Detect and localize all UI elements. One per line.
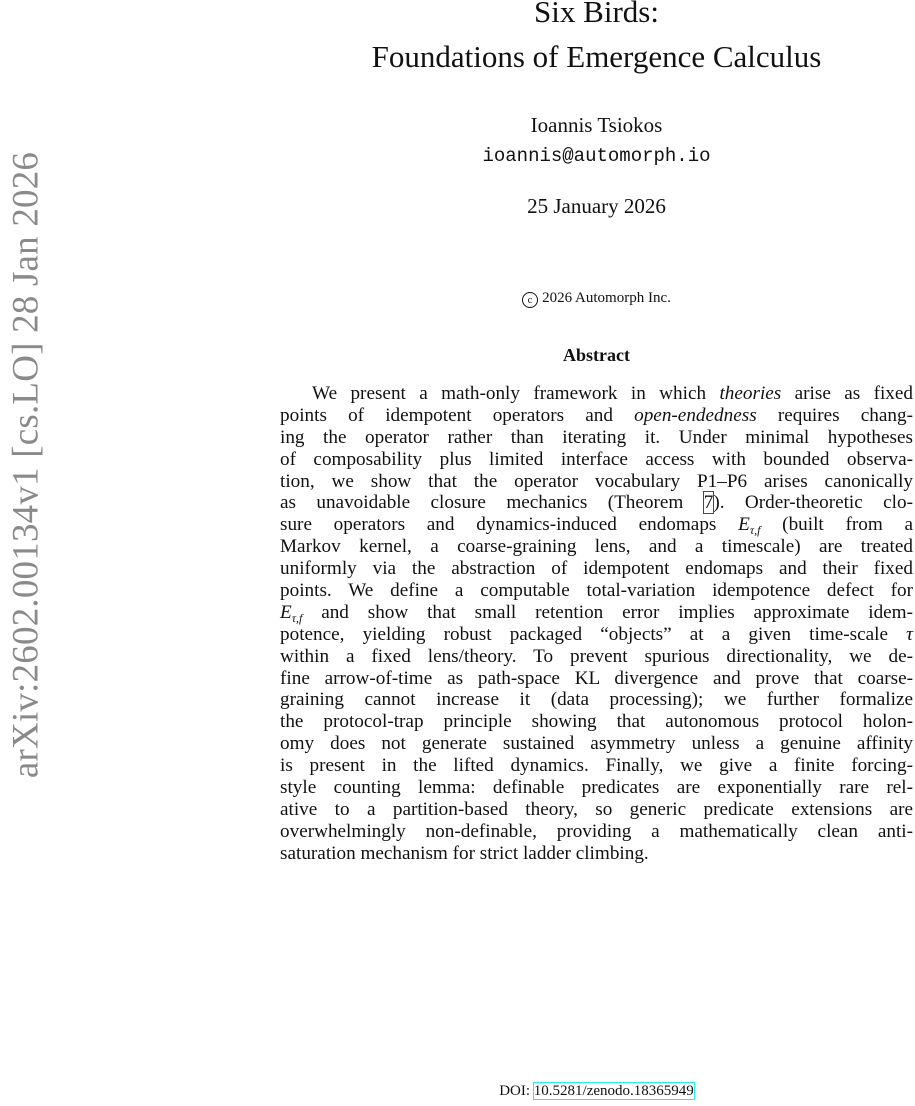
abstract-line <box>280 492 913 514</box>
abstract-line <box>280 821 913 843</box>
abstract-line <box>280 843 913 865</box>
abstract-text: potence, yielding robust packaged “objects” at a given time-scale <box>280 623 907 645</box>
abstract-text: (built from a <box>760 514 913 536</box>
abstract-line <box>280 427 913 449</box>
math-subscript: τ,f <box>291 610 303 625</box>
abstract-line <box>280 646 913 668</box>
abstract-text: the protocol-trap principle showing that autonomous protocol holon- <box>280 711 913 733</box>
abstract-text: arise as fixed <box>781 383 913 404</box>
abstract-line <box>280 777 913 799</box>
abstract-line <box>280 668 913 690</box>
abstract-text: style counting lemma: definable predicates are exponentially rare rel- <box>280 777 913 799</box>
author-name: Ioannis Tsiokos <box>530 113 663 137</box>
abstract-text: and show that small retention error implies approximate idem- <box>302 601 913 623</box>
abstract-text: ative to a partition-based theory, so generic predicate extensions are <box>280 798 913 820</box>
abstract-text: graining cannot increase it (data processing); we further formalize <box>280 689 913 711</box>
abstract-text: within a fixed lens/theory. To prevent spurious directionality, we de- <box>280 645 913 667</box>
abstract-line <box>280 405 913 427</box>
copyright-text: 2026 Automorph Inc. <box>542 290 671 306</box>
abstract-line <box>280 602 913 624</box>
abstract-text: points of idempotent operators and <box>280 404 635 426</box>
abstract-text: theories <box>719 383 782 404</box>
abstract-line <box>280 580 913 602</box>
theorem-reference-link[interactable]: 7 <box>703 492 714 514</box>
title-line-2: Foundations of Emergence Calculus <box>371 39 822 74</box>
abstract-text: tion, we show that the operator vocabulary P1–P6 arises canonically <box>280 470 913 492</box>
abstract-text: requires chang- <box>756 404 913 426</box>
abstract-text: sure operators and dynamics-induced endomaps <box>280 514 739 536</box>
abstract-text: ). Order-theoretic clo- <box>713 492 913 514</box>
abstract-text: ing the operator rather than iterating it. Under minimal hypotheses <box>280 426 913 448</box>
math-subscript: τ,f <box>749 523 761 538</box>
abstract-line <box>280 711 913 733</box>
abstract-body <box>280 383 913 865</box>
abstract-text: of composability plus limited interface access with bounded observa- <box>280 448 913 470</box>
author-email: ioannis@automorph.io <box>482 145 711 167</box>
abstract-text: points. We define a computable total-variation idempotence defect for <box>280 580 913 602</box>
doi-label: DOI: <box>499 1083 531 1099</box>
abstract-heading: Abstract <box>563 345 630 365</box>
abstract-line <box>280 624 913 646</box>
copyright-icon: c <box>522 292 538 308</box>
abstract-text: overwhelmingly non-definable, providing a mathematically clean anti- <box>280 820 913 842</box>
abstract-line <box>280 471 913 493</box>
abstract-text: is present in the lifted dynamics. Finally, we give a finite forcing- <box>280 755 913 777</box>
title-line-1: Six Birds: <box>534 0 659 29</box>
abstract-line <box>280 536 913 558</box>
abstract-text: Markov kernel, a coarse-graining lens, and a timescale) are treated <box>280 536 913 558</box>
abstract-text: We present a math-only framework in which <box>312 383 720 404</box>
abstract-text: saturation mechanism for strict ladder climbing. <box>280 842 649 864</box>
abstract-text: uniformly via the abstraction of idempotent endomaps and their fixed <box>280 558 913 580</box>
doi-link[interactable]: 10.5281/zenodo.18365949 <box>533 1083 694 1099</box>
abstract-line <box>280 799 913 821</box>
abstract-text: τ <box>906 623 913 645</box>
publication-date: 25 January 2026 <box>527 194 666 218</box>
abstract-text: omy does not generate sustained asymmetry unless a genuine affinity <box>280 733 913 755</box>
abstract-line <box>280 514 913 536</box>
abstract-text: as unavoidable closure mechanics (Theorem <box>280 492 704 514</box>
abstract-text: open-endedness <box>634 404 757 426</box>
abstract-text: E <box>280 601 292 623</box>
abstract-line <box>280 733 913 755</box>
abstract-text: E <box>738 514 750 536</box>
abstract-line <box>280 689 913 711</box>
doi-line <box>280 1083 913 1100</box>
abstract-line <box>280 449 913 471</box>
abstract-line <box>280 383 913 405</box>
copyright-notice <box>280 290 913 308</box>
abstract-line <box>280 755 913 777</box>
abstract-text: fine arrow-of-time as path-space KL divergence and prove that coarse- <box>280 667 913 689</box>
abstract-line <box>280 558 913 580</box>
arxiv-sidebar-stamp: arXiv:2602.00134v1 [cs.LO] 28 Jan 2026 <box>5 151 47 779</box>
